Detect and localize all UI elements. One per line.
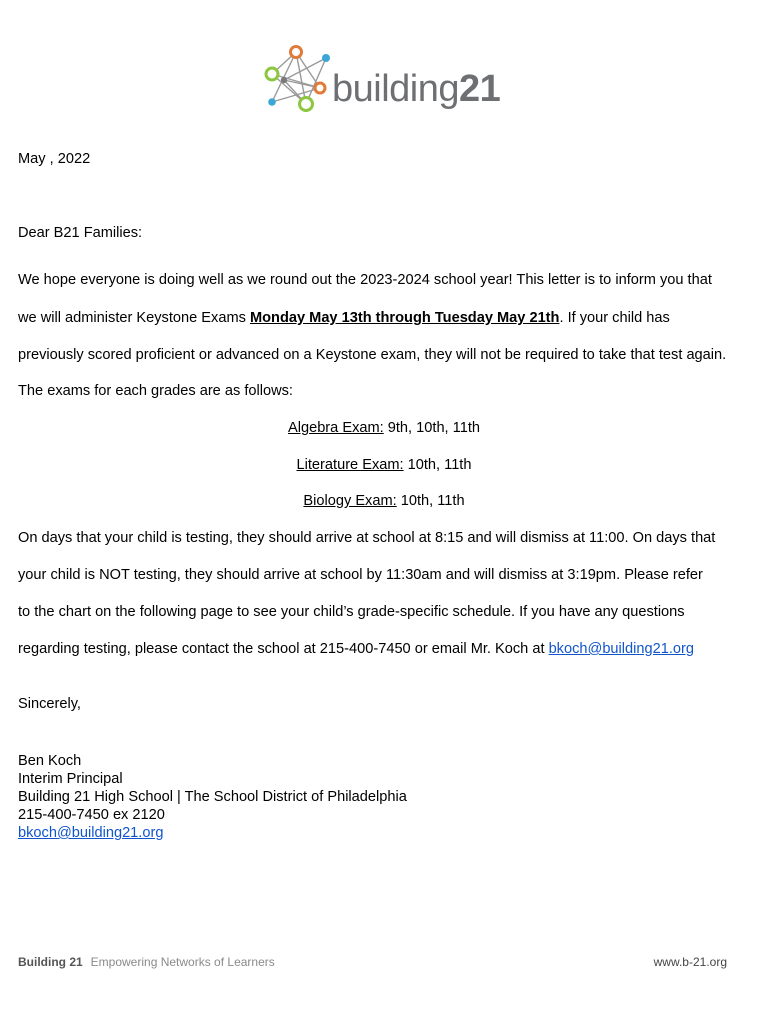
footer-website: www.b-21.org (653, 955, 727, 969)
paragraph1-line4: The exams for each grades are as follows: (18, 383, 293, 399)
footer-tagline: Empowering Networks of Learners (90, 955, 275, 969)
paragraph2-line4 (18, 641, 694, 658)
exam-grades: 9th, 10th, 11th (383, 420, 480, 436)
salutation: Dear B21 Families: (18, 225, 143, 241)
logo-wordmark (332, 70, 500, 108)
logo-brand: building (332, 68, 459, 110)
logo-number: 21 (459, 68, 501, 110)
exam-name: Biology Exam: (303, 493, 397, 509)
building21-logo (258, 44, 514, 116)
signature-block (18, 752, 407, 842)
exam-name: Algebra Exam: (287, 420, 384, 436)
signer-email-link[interactable]: bkoch@building21.org (18, 825, 164, 841)
paragraph1-line2 (18, 310, 670, 327)
network-icon (258, 44, 338, 116)
exam-biology (0, 493, 768, 510)
paragraph2-line3: to the chart on the following page to see your child’s grade-specific schedule. If you have any questions (18, 604, 685, 620)
p1-line2-post: . If your child has (559, 310, 670, 326)
exam-grades: 10th, 11th (396, 493, 465, 509)
signer-phone: 215-400-7450 ex 2120 (18, 807, 165, 823)
footer-brand-line (18, 955, 275, 970)
exam-name: Literature Exam: (296, 457, 404, 473)
email-link[interactable]: bkoch@building21.org (548, 641, 695, 657)
paragraph2-line1: On days that your child is testing, they should arrive at school at 8:15 and will dismiss at 11:00. On days that (18, 530, 716, 546)
paragraph2-line2: your child is NOT testing, they should arrive at school by 11:30am and will dismiss at 3:19pm. Please refer (18, 567, 703, 583)
signer-title: Interim Principal (18, 771, 123, 787)
paragraph1-line3: previously scored proficient or advanced on a Keystone exam, they will not be required to take that test again. (18, 347, 727, 363)
exam-grades: 10th, 11th (403, 457, 472, 473)
signer-org: Building 21 High School | The School District of Philadelphia (18, 789, 407, 805)
exam-algebra (0, 420, 768, 437)
p1-line2-pre: we will administer Keystone Exams (18, 310, 250, 326)
exam-dates: Monday May 13th through Tuesday May 21th (249, 310, 560, 326)
paragraph1-line1: We hope everyone is doing well as we round out the 2023-2024 school year! This letter is to inform you that (18, 272, 712, 288)
signer-name: Ben Koch (18, 753, 82, 769)
closing: Sincerely, (18, 696, 81, 712)
footer-brand: Building 21 (18, 955, 83, 969)
letter-date: May , 2022 (18, 151, 91, 167)
exam-literature (0, 457, 768, 474)
p2-line4-pre: regarding testing, please contact the school at 215-400-7450 or email Mr. Koch at (18, 641, 549, 657)
